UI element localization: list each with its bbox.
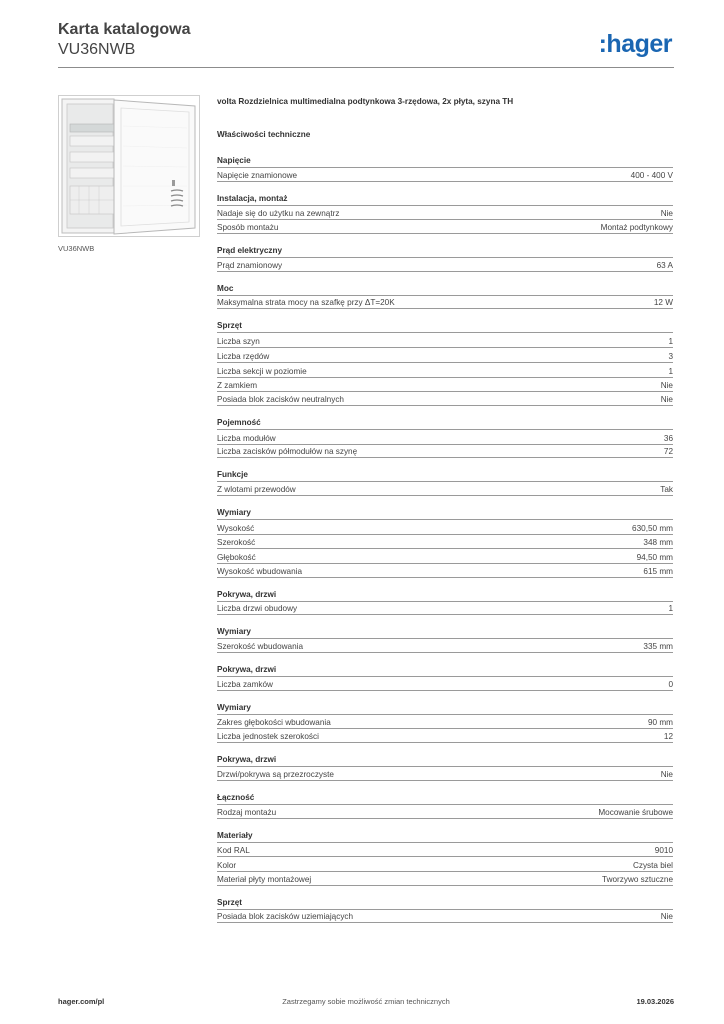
image-caption: VU36NWB xyxy=(58,244,95,253)
spec-value: Nie xyxy=(660,381,673,391)
spec-section xyxy=(217,589,673,616)
spec-label: Drzwi/pokrywa są przezroczyste xyxy=(217,769,334,779)
hager-logo: :hager xyxy=(598,30,672,58)
spec-row xyxy=(217,332,673,347)
spec-sections xyxy=(217,155,673,923)
spec-value: Nie xyxy=(660,769,673,779)
spec-value: 630,50 mm xyxy=(632,523,673,533)
spec-row xyxy=(217,638,673,653)
spec-value: 348 mm xyxy=(643,538,673,548)
spec-rows xyxy=(217,519,673,578)
spec-label: Maksymalna strata mocy na szafkę przy ΔT=20K xyxy=(217,298,395,308)
spec-section xyxy=(217,155,673,182)
spec-label: Liczba jednostek szerokości xyxy=(217,732,319,742)
spec-rows xyxy=(217,257,673,272)
spec-label: Prąd znamionowy xyxy=(217,260,283,270)
spec-row xyxy=(217,519,673,534)
spec-label: Wysokość xyxy=(217,523,255,533)
spec-rows xyxy=(217,205,673,234)
spec-label: Liczba sekcji w poziomie xyxy=(217,366,307,376)
spec-label: Liczba modułów xyxy=(217,433,276,443)
spec-value: 0 xyxy=(668,679,673,689)
spec-row xyxy=(217,429,673,444)
spec-rows xyxy=(217,429,673,458)
spec-row xyxy=(217,295,673,310)
spec-rows xyxy=(217,804,673,819)
footer-date: 19.03.2026 xyxy=(636,997,674,1006)
spec-label: Kolor xyxy=(217,860,237,870)
spec-row xyxy=(217,534,673,549)
section-title: Sprzęt xyxy=(217,321,243,331)
spec-row xyxy=(217,676,673,691)
section-title: Instalacja, montaż xyxy=(217,193,288,203)
spec-rows xyxy=(217,295,673,310)
spec-label: Liczba rzędów xyxy=(217,351,270,361)
spec-section xyxy=(217,702,673,743)
spec-rows xyxy=(217,638,673,653)
spec-row xyxy=(217,444,673,459)
header-divider xyxy=(58,67,674,68)
spec-value: 1 xyxy=(668,337,673,347)
spec-label: Rodzaj montażu xyxy=(217,807,277,817)
spec-value: Nie xyxy=(660,394,673,404)
spec-value: 1 xyxy=(668,366,673,376)
spec-value: 36 xyxy=(663,433,673,443)
spec-section xyxy=(217,469,673,496)
spec-label: Posiada blok zacisków neutralnych xyxy=(217,394,344,404)
section-title: Funkcje xyxy=(217,470,248,480)
spec-label: Liczba drzwi obudowy xyxy=(217,604,298,614)
product-code: VU36NWB xyxy=(58,41,136,58)
spec-label: Napięcie znamionowe xyxy=(217,170,298,180)
spec-label: Szerokość xyxy=(217,538,256,548)
spec-value: 400 - 400 V xyxy=(630,170,673,180)
section-title: Wymiary xyxy=(217,702,251,712)
document-title: Karta katalogowa xyxy=(58,21,191,38)
spec-section xyxy=(217,626,673,653)
spec-row xyxy=(217,766,673,781)
spec-section xyxy=(217,897,673,924)
section-title: Sprzęt xyxy=(217,897,243,907)
spec-label: Posiada blok zacisków uziemiających xyxy=(217,912,354,922)
section-title: Prąd elektryczny xyxy=(217,246,283,256)
spec-row xyxy=(217,347,673,362)
section-title: Łączność xyxy=(217,792,255,802)
section-title: Moc xyxy=(217,283,234,293)
spec-row xyxy=(217,909,673,924)
spec-value: Tak xyxy=(660,484,673,494)
spec-label: Liczba szyn xyxy=(217,337,260,347)
spec-label: Nadaje się do użytku na zewnątrz xyxy=(217,209,340,219)
spec-row xyxy=(217,362,673,377)
page-footer xyxy=(58,997,674,1009)
footer-disclaimer: Zastrzegamy sobie możliwość zmian technicznych xyxy=(282,997,450,1006)
spec-section xyxy=(217,792,673,819)
spec-value: 72 xyxy=(663,447,673,457)
spec-section xyxy=(217,320,673,405)
spec-value: Czysta biel xyxy=(632,860,673,870)
section-title: Materiały xyxy=(217,830,253,840)
spec-label: Z zamkiem xyxy=(217,381,258,391)
spec-label: Wysokość wbudowania xyxy=(217,566,303,576)
spec-row xyxy=(217,804,673,819)
spec-row xyxy=(217,167,673,182)
spec-row xyxy=(217,871,673,886)
spec-section xyxy=(217,283,673,310)
spec-rows xyxy=(217,714,673,743)
spec-row xyxy=(217,856,673,871)
spec-value: 94,50 mm xyxy=(636,553,673,562)
spec-rows xyxy=(217,167,673,182)
spec-value: Mocowanie śrubowe xyxy=(598,807,673,817)
section-title: Wymiary xyxy=(217,507,251,517)
spec-rows xyxy=(217,481,673,496)
spec-row xyxy=(217,563,673,578)
spec-rows xyxy=(217,332,673,405)
spec-value: 12 xyxy=(663,732,673,742)
spec-rows xyxy=(217,842,673,886)
spec-section xyxy=(217,193,673,234)
spec-label: Z wlotami przewodów xyxy=(217,484,296,494)
spec-value: Tworzywo sztuczne xyxy=(602,874,673,884)
spec-label: Materiał płyty montażowej xyxy=(217,874,312,884)
spec-label: Sposób montażu xyxy=(217,223,279,233)
spec-section xyxy=(217,754,673,781)
spec-value: 335 mm xyxy=(643,642,673,652)
footer-website: hager.com/pl xyxy=(58,997,105,1006)
spec-row xyxy=(217,257,673,272)
spec-value: 90 mm xyxy=(647,718,673,728)
section-title: Pokrywa, drzwi xyxy=(217,589,277,599)
spec-section xyxy=(217,664,673,691)
section-title: Napięcie xyxy=(217,156,251,165)
spec-label: Szerokość wbudowania xyxy=(217,642,304,652)
spec-section xyxy=(217,507,673,578)
spec-value: 615 mm xyxy=(643,566,673,576)
product-description: volta Rozdzielnica multimedialna podtynkowa 3-rzędowa, 2x płyta, szyna TH xyxy=(217,97,514,106)
page-header xyxy=(58,20,674,68)
spec-row xyxy=(217,728,673,743)
spec-value: 9010 xyxy=(654,846,673,856)
spec-label: Liczba zacisków półmodułów na szynę xyxy=(217,447,358,457)
spec-row xyxy=(217,481,673,496)
spec-rows xyxy=(217,601,673,616)
spec-row xyxy=(217,548,673,563)
spec-rows xyxy=(217,676,673,691)
spec-rows xyxy=(217,766,673,781)
section-title: Pojemność xyxy=(217,417,261,427)
spec-row xyxy=(217,219,673,234)
spec-rows xyxy=(217,909,673,924)
spec-value: Montaż podtynkowy xyxy=(600,223,673,233)
spec-value: 1 xyxy=(668,604,673,614)
spec-label: Liczba zamków xyxy=(217,679,273,689)
spec-label: Kod RAL xyxy=(217,846,250,856)
product-details xyxy=(217,96,673,923)
spec-row xyxy=(217,601,673,616)
product-image xyxy=(58,95,200,237)
spec-label: Zakres głębokości wbudowania xyxy=(217,718,331,728)
spec-value: Nie xyxy=(660,912,673,922)
spec-value: Nie xyxy=(660,209,673,219)
section-title: Pokrywa, drzwi xyxy=(217,665,277,675)
spec-row xyxy=(217,377,673,392)
spec-value: 3 xyxy=(668,351,673,361)
spec-value: 12 W xyxy=(653,298,673,308)
spec-section xyxy=(217,417,673,458)
spec-row xyxy=(217,205,673,220)
distribution-board-image xyxy=(59,96,201,238)
technical-properties-title: Właściwości techniczne xyxy=(217,130,311,139)
section-title: Wymiary xyxy=(217,627,251,637)
spec-section xyxy=(217,245,673,272)
spec-value: 63 A xyxy=(656,260,673,270)
spec-section xyxy=(217,830,673,886)
spec-row xyxy=(217,391,673,406)
spec-row xyxy=(217,842,673,857)
section-title: Pokrywa, drzwi xyxy=(217,755,277,765)
spec-label: Głębokość xyxy=(217,553,256,562)
spec-row xyxy=(217,714,673,729)
